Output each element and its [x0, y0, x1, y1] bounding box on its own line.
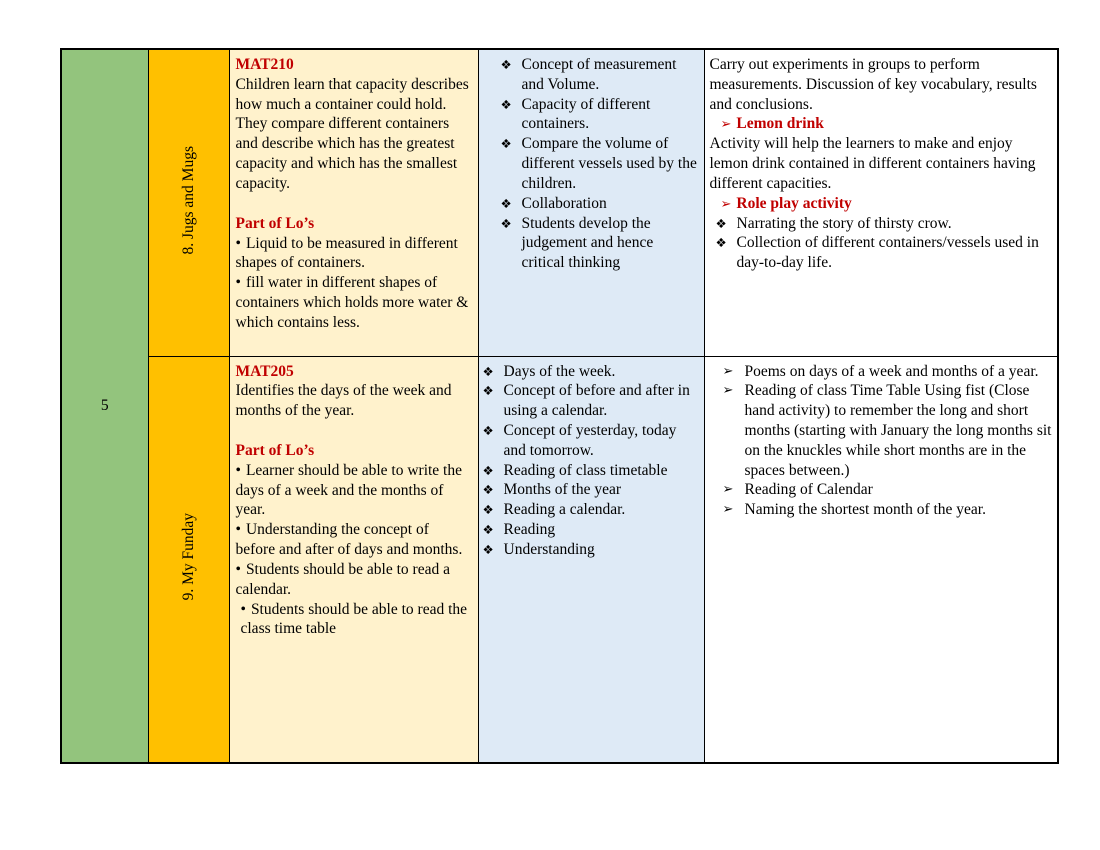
dot-bullet-icon: • [240, 600, 246, 618]
activity-heading-text: Role play activity [736, 194, 852, 212]
activity-item [723, 500, 1053, 520]
month-number: 5 [100, 397, 109, 415]
diamond-bullet-icon: ❖ [500, 57, 512, 72]
lo-point [236, 461, 472, 520]
diamond-bullet-icon: ❖ [482, 541, 494, 557]
lo-point [236, 600, 472, 640]
diamond-bullet-icon: ❖ [715, 215, 727, 231]
lesson-description: Children learn that capacity describes how much a container could hold. They compare different containers and describe which has the greatest capacity and which has the smallest capacity. [235, 75, 469, 192]
lesson-cell-mat205 [229, 356, 478, 763]
activity-bullet-list [710, 214, 1053, 273]
diamond-bullet-icon: ❖ [715, 235, 727, 251]
activity-heading-text: Lemon drink [736, 115, 824, 133]
diamond-bullet-icon: ❖ [500, 215, 512, 231]
concepts-list [483, 362, 700, 560]
concept-text: Months of the year [503, 481, 622, 499]
concept-item [483, 540, 700, 560]
diamond-bullet-icon: ❖ [482, 522, 494, 538]
table-row-jugs-and-mugs [61, 49, 1058, 356]
concept-item [501, 214, 700, 273]
month-cell [61, 49, 148, 763]
concept-text: Reading of class timetable [503, 461, 668, 479]
activity-heading-role-play [710, 194, 1053, 214]
activity-text: Collection of different containers/vessels used in day-to-day life. [736, 234, 1039, 272]
arrow-bullet-icon: ➢ [722, 482, 734, 498]
lo-point [236, 560, 472, 600]
activity-text: Naming the shortest month of the year. [744, 501, 986, 519]
activities-cell [704, 49, 1058, 356]
lo-heading: Part of Lo’s [235, 441, 315, 459]
table-row-my-funday [61, 356, 1058, 763]
activity-intro: Carry out experiments in groups to perform measurements. Discussion of key vocabulary, results and conclusions. [709, 56, 1037, 113]
lo-point-text: Liquid to be measured in different shapes of containers. [235, 234, 458, 272]
activities-cell [704, 356, 1058, 763]
lo-point-text: Students should be able to read a calendar. [235, 560, 450, 598]
diamond-bullet-icon: ❖ [482, 383, 494, 399]
concept-text: Reading [503, 521, 556, 539]
concept-text: Days of the week. [503, 362, 616, 380]
concept-text: Concept of before and after in using a calendar. [503, 382, 690, 420]
concept-item [483, 520, 700, 540]
unit-title-jugs-and-mugs: 8. Jugs and Mugs [179, 145, 197, 255]
lo-point [236, 273, 472, 332]
lo-point-text: Learner should be able to write the days of a week and the months of year. [235, 461, 462, 519]
concept-item [501, 55, 700, 95]
concept-text: Compare the volume of different vessels used by the children. [521, 135, 697, 192]
arrow-bullet-icon: ➢ [722, 502, 734, 518]
concept-item [483, 381, 700, 421]
concepts-list [483, 55, 700, 273]
activity-text: Poems on days of a week and months of a year. [744, 362, 1039, 380]
activity-item [716, 233, 1053, 273]
dot-bullet-icon: • [235, 461, 241, 479]
unit-cell-jugs-and-mugs [148, 49, 229, 356]
lo-point [236, 234, 472, 274]
arrow-bullet-icon: ➢ [720, 117, 732, 133]
arrow-bullet-icon: ➢ [722, 383, 734, 399]
concept-text: Understanding [503, 540, 595, 558]
lo-point-text: fill water in different shapes of containers which holds more water & which contains less. [235, 274, 469, 331]
diamond-bullet-icon: ❖ [482, 462, 494, 478]
diamond-bullet-icon: ❖ [500, 96, 512, 112]
dot-bullet-icon: • [235, 521, 241, 539]
activity-item [716, 214, 1053, 234]
concept-text: Collaboration [521, 194, 607, 212]
unit-title-my-funday: 9. My Funday [179, 512, 197, 601]
arrow-bullet-icon: ➢ [722, 363, 734, 379]
lo-point-text: Students should be able to read the class time table [240, 600, 468, 638]
concept-text: Concept of yesterday, today and tomorrow. [503, 421, 677, 459]
activity-item [723, 362, 1053, 382]
concept-text: Capacity of different containers. [521, 95, 651, 133]
lo-point [236, 520, 472, 560]
lesson-code: MAT205 [235, 362, 294, 380]
concept-item [483, 362, 700, 382]
activity-item [723, 381, 1053, 480]
dot-bullet-icon: • [235, 560, 241, 578]
concept-text: Reading a calendar. [503, 501, 626, 519]
diamond-bullet-icon: ❖ [482, 482, 494, 498]
lesson-code: MAT210 [235, 56, 294, 73]
concept-item [483, 500, 700, 520]
activity-item [723, 480, 1053, 500]
diamond-bullet-icon: ❖ [482, 363, 494, 379]
activity-text: Reading of class Time Table Using fist (Close hand activity) to remember the long and short months (starting with January the long months sit on the knuckles while short months are in the spaces between.) [744, 382, 1052, 479]
unit-cell-my-funday [148, 356, 229, 763]
activity-text: Narrating the story of thirsty crow. [736, 214, 952, 232]
dot-bullet-icon: • [235, 274, 241, 292]
concepts-cell [478, 356, 704, 763]
lesson-cell-mat210 [229, 49, 478, 356]
curriculum-table [60, 48, 1059, 764]
concept-item [501, 134, 700, 193]
concept-item [483, 421, 700, 461]
dot-bullet-icon: • [235, 234, 241, 252]
arrow-bullet-icon: ➢ [720, 196, 732, 212]
concept-item [501, 95, 700, 135]
activity-heading-lemon-drink [710, 114, 1053, 134]
diamond-bullet-icon: ❖ [482, 502, 494, 518]
activity-paragraph: Activity will help the learners to make and enjoy lemon drink contained in different containers having different capacities. [709, 135, 1036, 192]
concept-item [483, 461, 700, 481]
concept-text: Students develop the judgement and hence critical thinking [521, 214, 654, 272]
concept-text: Concept of measurement and Volume. [521, 56, 677, 93]
lesson-description: Identifies the days of the week and months of the year. [235, 382, 452, 420]
activities-list [710, 362, 1053, 521]
diamond-bullet-icon: ❖ [500, 195, 512, 211]
activity-text: Reading of Calendar [744, 481, 873, 499]
diamond-bullet-icon: ❖ [482, 422, 494, 438]
concept-item [483, 480, 700, 500]
concept-item [501, 194, 700, 214]
concepts-cell [478, 49, 704, 356]
diamond-bullet-icon: ❖ [500, 136, 512, 152]
lo-heading: Part of Lo’s [235, 214, 315, 232]
lo-point-text: Understanding the concept of before and after of days and months. [235, 521, 463, 559]
